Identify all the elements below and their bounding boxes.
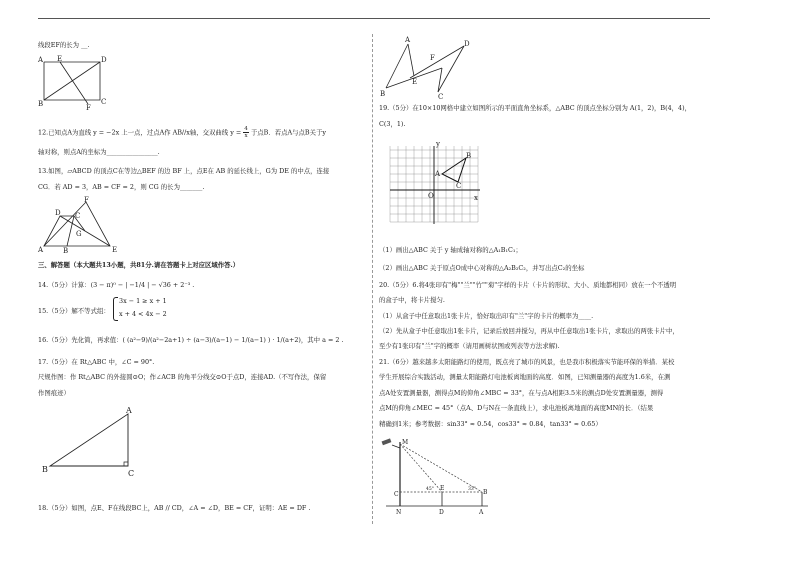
figure-q18-triangles	[378, 36, 478, 101]
label-C: C	[101, 98, 107, 106]
system-brace	[113, 297, 118, 321]
q16: 16.（5分）先化简，再求值：( (a²−9)/(a²−2a+1) ÷ (a−3)/(a−1) − 1/(a−1) ) · 1/(a+2)，其中 a = 2 .	[38, 336, 344, 344]
label-D: D	[464, 40, 470, 48]
q13-line1: 13.如图，▱ABCD 的顶点C在等边△BEF 的边 BF 上，点E在 AB 的延长线上，G为 DE 的中点，连接	[38, 167, 330, 175]
figure-right-triangle	[40, 406, 140, 476]
q15-label: 15.（5分）解不等式组：	[38, 307, 110, 315]
solar-panel-icon	[382, 438, 392, 445]
label-D: D	[439, 509, 444, 516]
label-E: E	[57, 55, 63, 63]
label-B: B	[63, 247, 69, 255]
label-B: B	[38, 100, 44, 108]
top-rule	[38, 18, 710, 19]
vertex-B: B	[466, 152, 472, 160]
figure-coordinate-grid	[384, 140, 484, 228]
origin-label: O	[428, 192, 434, 200]
q17-line2: 尺规作图：作 Rt△ABC 的外接圆⊙O；作∠ACB 的角平分线交⊙O于点D，连接AD.（不写作法，保留	[38, 373, 327, 381]
angle-33: 33°	[468, 487, 476, 492]
vertex-C: C	[456, 182, 462, 190]
axis-label-y: y	[436, 140, 440, 148]
section-3-heading: 三、解答题（本大题共13小题，共81分.请在答题卡上对应区域作答.）	[38, 261, 240, 269]
q13-line2: CG．若 AD = 3，AB = CF = 2，则 CG 的长为_______.	[38, 183, 205, 191]
axis-label-x: x	[474, 194, 478, 202]
label-C: C	[394, 491, 399, 498]
label-C: C	[75, 212, 81, 220]
label-C: C	[128, 469, 135, 478]
q21-line3: 点A处安置测量器，测得点M的仰角∠MBC = 33°，在与点A相距3.5米的测点D处安置测量器，测得	[379, 389, 664, 397]
label-F: F	[430, 54, 435, 62]
label-D: D	[55, 209, 61, 217]
q21-line1: 21.（6分）越来越多太阳能路灯的使用，既点亮了城市的风景，也是我市积极落实节能环保的举措．某校	[379, 358, 675, 366]
q19-line1: 19.（5分）在10×10网格中建立如图所示的平面直角坐标系，△ABC 的顶点坐标分别为 A(1，2)，B(4，4)，	[379, 104, 691, 112]
q12-line1: 12.已知点A为直线 y = −2x 上一点，过点A作 AB//x轴，交双曲线 y = $\frac{4}{x}$ 于点B．若点A与点B关于y	[38, 126, 327, 139]
label-A: A	[38, 246, 44, 254]
q12-line2: 轴对称，则点A的坐标为________________.	[38, 148, 160, 156]
q11-tail: 线段EF的长为 __.	[38, 41, 90, 49]
label-D: D	[101, 56, 107, 64]
q20-sub2: （2）先从盒子中任意取出1张卡片，记录后放回并搅匀，再从中任意取出1张卡片，求取出的两张卡片中，	[379, 327, 679, 335]
q14: 14.（5分）计算：(3 − π)⁰ − | −1/4 | − √36 + 2⁻³ .	[38, 281, 195, 289]
label-A: A	[38, 56, 44, 64]
q19-sub1: （1）画出△ABC 关于 y 轴成轴对称的△A₁B₁C₁；	[379, 246, 522, 254]
q20-line2: 的盒子中，将卡片搅匀.	[379, 296, 445, 304]
q17-line3: 作图痕迹）	[38, 389, 70, 397]
label-B: B	[42, 465, 48, 474]
q15-inequality-2: x + 4 < 4x − 2	[119, 310, 167, 318]
q18: 18.（5分）如图，点E、F在线段BC上，AB // CD，∠A = ∠D，BE = CF，证明：AE = DF .	[38, 504, 311, 512]
label-A: A	[405, 36, 411, 44]
q20-sub3: 至少有1张印有"兰"字的概率（请用画树状图或列表等方法求解).	[379, 342, 560, 350]
label-C: C	[438, 93, 444, 101]
label-E: E	[412, 78, 418, 86]
q21-line5: 精确到1米；参考数据：sin33° ≈ 0.54，cos33° ≈ 0.84，tan33° ≈ 0.65）	[379, 420, 602, 428]
q20-sub1: （1）从盒子中任意取出1张卡片，恰好取出印有"兰"字的卡片的概率为____.	[379, 312, 594, 320]
label-N: N	[396, 509, 402, 516]
figure-rectangle	[38, 55, 108, 112]
label-E: E	[440, 485, 445, 492]
angle-45: 45°	[426, 487, 434, 492]
q17-line1: 17.（5分）在 Rt△ABC 中，∠C = 90°.	[38, 358, 155, 366]
label-B: B	[380, 90, 386, 98]
column-divider	[372, 34, 374, 524]
label-A: A	[479, 509, 484, 516]
figure-solar-lamp	[382, 436, 492, 516]
label-E: E	[112, 246, 118, 254]
q20-line1: 20.（5分）6.将4张印有"梅""兰""竹""菊"字样的卡片（卡片的形状、大小、质地都相同）放在一个不透明	[379, 281, 677, 289]
label-G: G	[76, 230, 82, 238]
q12-fraction: $\frac{4}{x}$	[244, 126, 248, 139]
q21-line2: 学生开展综合实践活动，测量太阳能路灯电池板离地面的高度．如图，已知测量器的高度为1.6米，在测	[379, 373, 671, 381]
label-F: F	[84, 196, 89, 204]
label-F: F	[86, 104, 91, 112]
q21-line4: 点M的仰角∠MEC = 45°（点A、D与N在一条直线上），求电池板离地面的高度MN的长．（结果	[379, 404, 654, 412]
q15-inequality-1: 3x − 1 ≥ x + 1	[119, 297, 167, 305]
label-M: M	[402, 439, 409, 446]
figure-parallelogram	[38, 198, 118, 254]
q19-line2: C(3，1).	[379, 120, 406, 128]
q19-sub2: （2）画出△ABC 关于原点O成中心对称的△A₂B₂C₂，并写出点C₂的坐标	[379, 264, 585, 272]
label-A: A	[126, 406, 132, 415]
label-B: B	[483, 489, 488, 496]
vertex-A: A	[435, 170, 441, 178]
